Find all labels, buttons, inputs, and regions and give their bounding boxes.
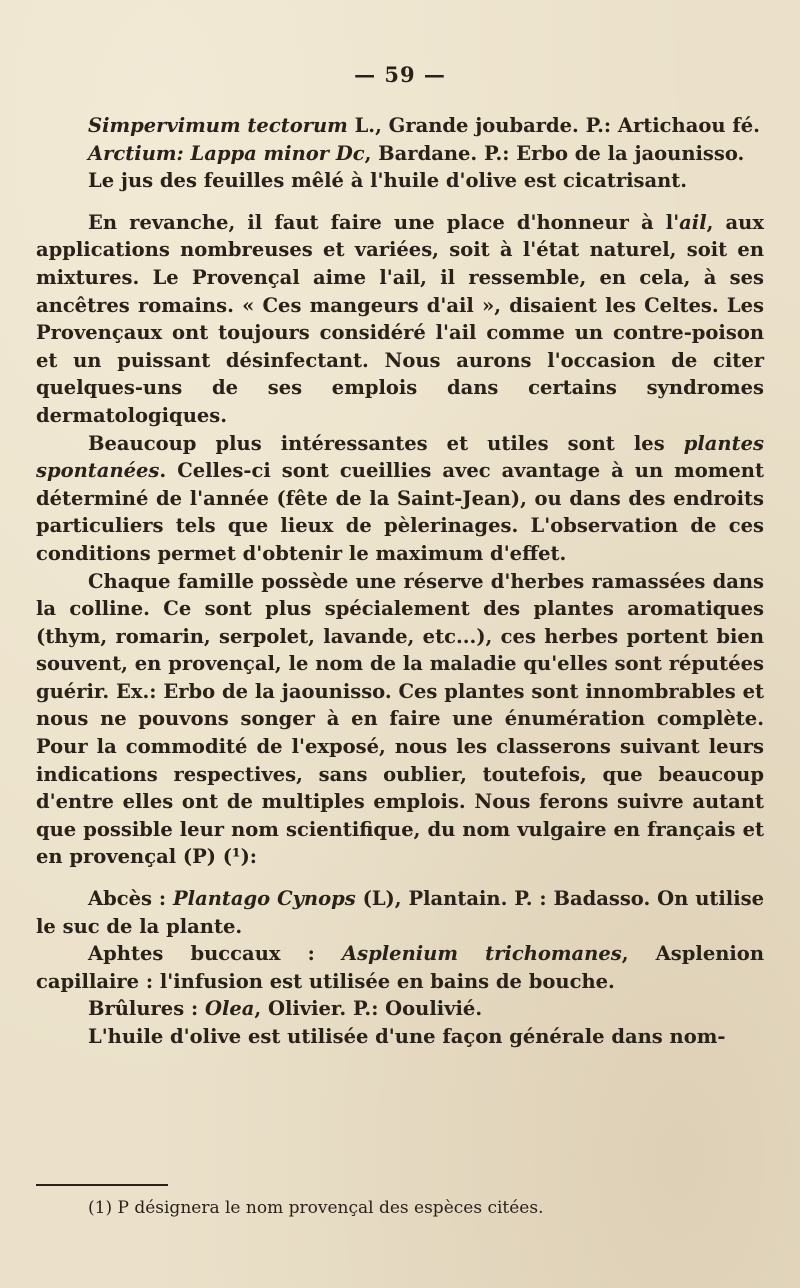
entry-heading: Abcès : (88, 887, 174, 911)
entry-text: , Asplenion capillaire : l'infusion est utilisée en bains de bouche. (36, 942, 764, 993)
spacer (36, 871, 764, 885)
entry-text: , Bardane. P.: Erbo de la jaounisso. (364, 141, 745, 165)
last-line: L'huile d'olive est utilisée d'une façon générale dans nom- (88, 1025, 726, 1048)
entry-text: , Olivier. P.: Ooulivié. (254, 997, 483, 1021)
entry-aphtes (36, 940, 764, 995)
species-name: Asplenium trichomanes (342, 942, 622, 966)
species-name: Simpervimum tectorum (88, 114, 348, 137)
italic-term: ail (679, 210, 707, 234)
entry-abces (36, 885, 764, 940)
paragraph-ail (36, 209, 764, 430)
entry-text: (L), Plantain. P. : Badasso. On utilise le suc de la plante. (36, 887, 764, 938)
paragraph-text: , aux applications nombreuses et variées, soit à l'état naturel, soit en mixtures. Le Provençal aime l'ail, il ressemble, en cela, à ses ancêtres romains. « Ces mangeurs d'ail », disaient les Celtes. Les Provençaux ont toujours considéré l'ail comme un contre-poison et un puissant désinfectant. Nous aurons l'occasion de citer quelques-uns de ses emplois dans certains syndromes dermatologiques. (36, 210, 764, 427)
paragraph-plantes-spontanees (36, 430, 764, 568)
footnote: (1) P désignera le nom provençal des espèces citées. (88, 1198, 544, 1218)
entry-brulures (36, 995, 764, 1023)
footnote-rule (36, 1184, 168, 1186)
paragraph-text: En revanche, il faut faire une place d'honneur à l' (88, 210, 680, 234)
entry-heading: Brûlures : (88, 997, 205, 1021)
paragraph-text: . Celles-ci sont cueillies avec avantage à un moment déterminé de l'année (fête de la Saint-Jean), ou dans des endroits particuliers tels que lieux de pèlerinages. L'observation de ces conditions permet d'obtenir le maximum d'effet. (36, 459, 764, 565)
species-name: Arctium: Lappa minor Dc (88, 141, 365, 165)
paragraph-famille: Chaque famille possède une réserve d'herbes ramassées dans la colline. Ce sont plus spécialement des plantes aromatiques (thym, romarin, serpolet, lavande, etc...), ces herbes portent bien souvent, en provençal, le nom de la maladie qu'elles sont réputées guérir. Ex.: Erbo de la jaounisso. Ces plantes sont innombrables et nous ne pouvons songer à en faire une énumération complète. Pour la commodité de l'exposé, nous les classerons suivant leurs indications respectives, sans oublier, toutefois, que beaucoup d'entre elles ont de multiples emplois. Nous ferons suivre autant que possible leur nom scientifique, du nom vulgaire en français et en provençal (P) (¹): (36, 569, 764, 869)
page-number: — 59 — (354, 62, 446, 87)
paragraph-text: Beaucoup plus intéressantes et utiles sont les (88, 431, 684, 455)
body-text (36, 112, 764, 1051)
entry-arctium (36, 140, 764, 168)
entry-sempervivum (36, 112, 764, 140)
arctium-note: Le jus des feuilles mêlé à l'huile d'olive est cicatrisant. (88, 169, 688, 193)
spacer (36, 195, 764, 209)
species-name: Olea (204, 997, 255, 1021)
species-name: Plantago Cynops (173, 887, 356, 911)
entry-heading: Aphtes buccaux : (88, 942, 343, 966)
entry-text: L., Grande joubarde. P.: Artichaou fé. (347, 114, 760, 137)
italic-term: plantes spontanées (36, 431, 764, 483)
